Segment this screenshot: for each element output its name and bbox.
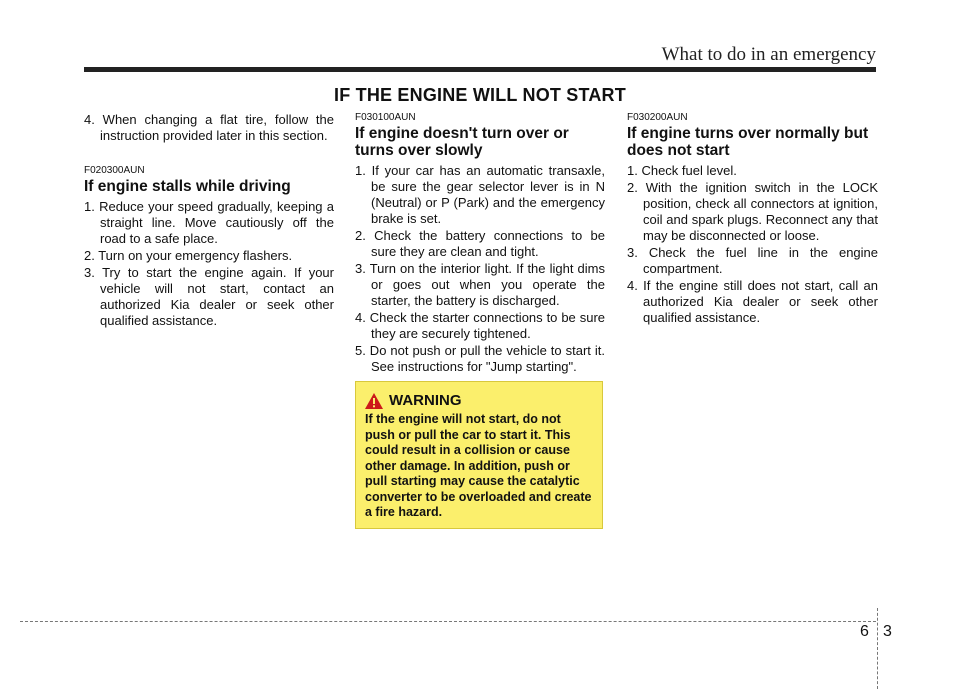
column-2 [355,112,605,376]
list-item: 4. Check the starter connections to be sure they are securely tightened. [355,310,605,341]
steps-list [627,163,878,326]
section-code: F030100AUN [355,112,416,123]
steps-list [355,163,605,375]
page-number: 3 [883,623,892,640]
list-item: 1. If your car has an automatic transaxle, be sure the gear selector lever is in N (Neutral) or P (Park) and the emergency brake is set. [355,163,605,226]
column-1 [84,112,334,330]
intro-item: 4. When changing a flat tire, follow the instruction provided later in this section. [84,112,334,143]
section-heading: If engine turns over normally but does not start [627,125,869,159]
footer-divider [877,608,878,689]
section-code: F030200AUN [627,112,688,123]
list-item: 1. Check fuel level. [627,163,737,178]
warning-triangle-icon [365,393,383,409]
warning-box [355,381,603,529]
list-item: 1. Reduce your speed gradually, keeping a straight line. Move cautiously off the road to a safe place. [84,199,334,246]
chapter-number: 6 [860,623,869,640]
list-item: 3. Check the fuel line in the engine compartment. [627,245,878,276]
list-item: 2. With the ignition switch in the LOCK position, check all connectors at ignition, coil and spark plugs. Reconnect any that may be disconnected or loose. [627,180,878,243]
section-heading: If engine doesn't turn over or turns over slowly [355,125,569,159]
list-item: 2. Check the battery connections to be sure they are clean and tight. [355,228,605,259]
section-heading: If engine stalls while driving [84,178,291,195]
header-title: What to do in an emergency [661,44,876,65]
list-item: 3. Turn on the interior light. If the light dims or goes out when you operate the starter, the battery is discharged. [355,261,605,308]
column-3 [627,112,878,327]
list-item: 3. Try to start the engine again. If your vehicle will not start, contact an authorized Kia dealer or seek other qualified assistance. [84,265,334,328]
list-item: 2. Turn on your emergency flashers. [84,248,293,263]
list-item: 5. Do not push or pull the vehicle to start it. See instructions for "Jump starting". [355,343,605,374]
warning-header [365,392,593,409]
section-title: IF THE ENGINE WILL NOT START [334,85,626,105]
section-code: F020300AUN [84,165,145,176]
warning-title: WARNING [389,392,462,409]
warning-text: If the engine will not start, do not push or pull the car to start it. This could result in a collision or cause other damage. In addition, push or pull starting may cause the catalytic converter to be overloaded and create a fire hazard. [365,412,592,519]
footer-rule [20,621,876,622]
list-item: 4. If the engine still does not start, call an authorized Kia dealer or seek other qualified assistance. [627,278,878,325]
header-rule [84,67,876,72]
steps-list [84,199,334,329]
